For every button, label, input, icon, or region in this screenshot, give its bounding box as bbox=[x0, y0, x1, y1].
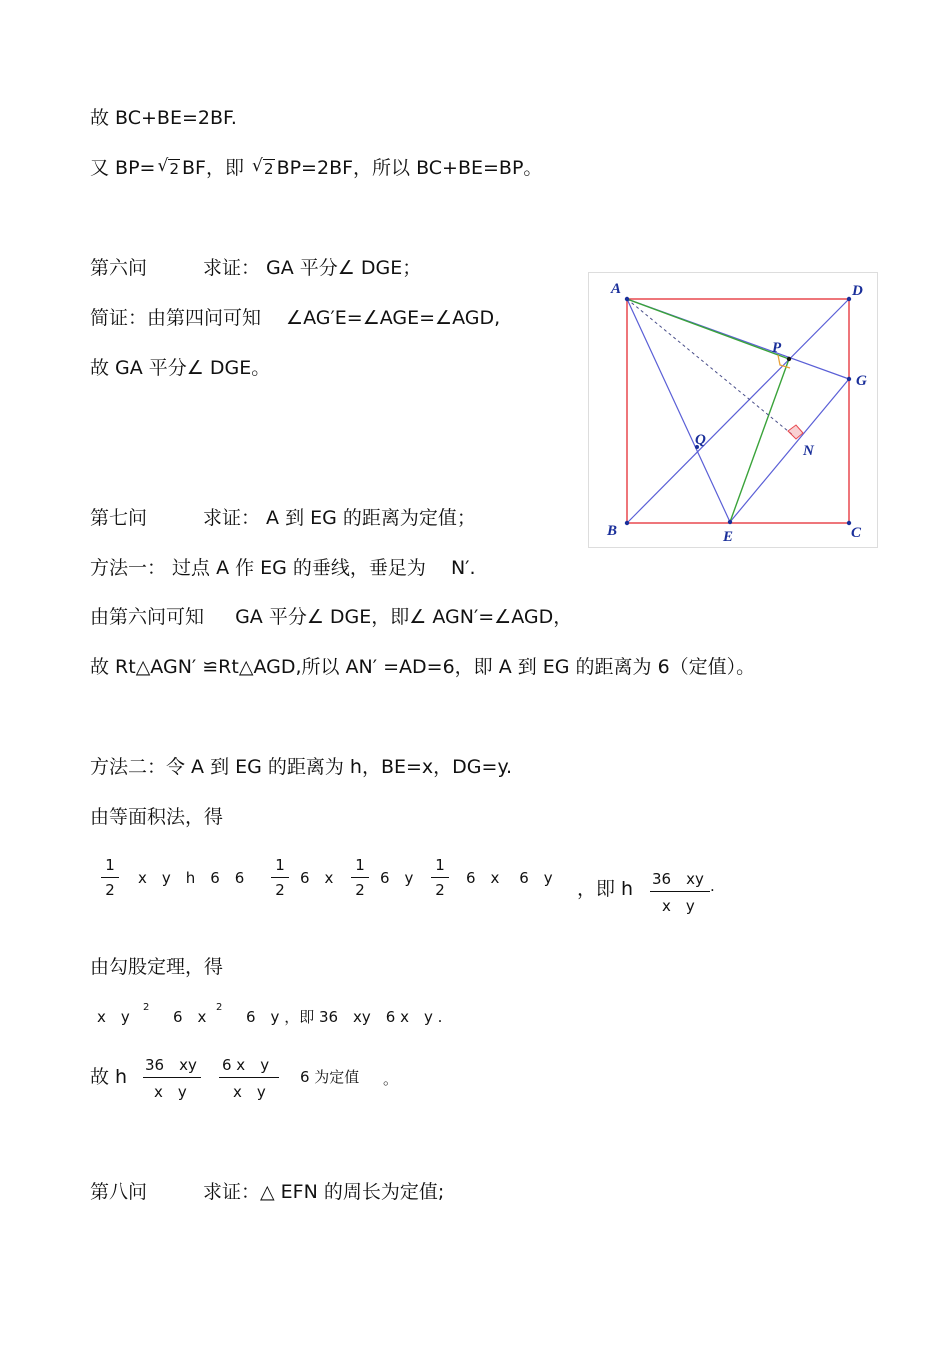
sqrt-symbol bbox=[252, 157, 275, 181]
question-title: 第六问 bbox=[90, 257, 148, 279]
question-claim: 求证： GA 平分∠ DGE； bbox=[203, 257, 422, 279]
label-q: Q bbox=[695, 432, 706, 448]
point-e bbox=[728, 520, 732, 524]
point-d bbox=[847, 297, 851, 301]
radicand: 2 bbox=[264, 160, 274, 178]
segment-ap bbox=[627, 299, 789, 359]
segment-ae bbox=[627, 299, 730, 522]
fraction-numerator: 36 xy bbox=[652, 870, 704, 888]
text-line bbox=[90, 156, 542, 181]
equation-segment: x y h 6 6 bbox=[138, 869, 245, 887]
text-line: 由勾股定理，得 bbox=[90, 956, 224, 978]
fraction-bar bbox=[650, 891, 710, 892]
label-a: A bbox=[611, 281, 622, 297]
text-segment: 又 BP= bbox=[90, 157, 156, 179]
fraction-half: 1 2 bbox=[351, 856, 369, 899]
fraction-denominator: x y bbox=[154, 1083, 187, 1101]
text-line: 方法二：令 A 到 EG 的距离为 h，BE=x，DG=y. bbox=[90, 756, 513, 778]
point-p bbox=[787, 357, 791, 361]
text-line: 故 Rt△AGN′ ≌Rt△AGD,所以 AN′ =AD=6，即 A 到 EG 的距离为 6（定值）。 bbox=[90, 656, 756, 678]
fraction-half: 1 2 bbox=[101, 856, 119, 899]
equation-segment: 6 x bbox=[300, 869, 334, 887]
question-title: 第八问 bbox=[90, 1181, 148, 1203]
fraction-denominator: x y bbox=[233, 1083, 266, 1101]
sqrt-symbol bbox=[157, 157, 180, 181]
geometry-figure bbox=[588, 272, 878, 548]
text-segment: BP=2BF，所以 BC+BE=BP。 bbox=[276, 157, 543, 179]
equation-segment: ，即 h bbox=[577, 878, 634, 900]
text-line: 由等面积法，得 bbox=[90, 806, 224, 828]
fraction-half: 1 2 bbox=[431, 856, 449, 899]
fraction-bar bbox=[143, 1077, 201, 1078]
equation-segment: 。 bbox=[383, 1070, 399, 1088]
radicand: 2 bbox=[169, 160, 179, 178]
diagonal-bd bbox=[627, 299, 849, 523]
fraction-denominator: x y bbox=[662, 897, 695, 915]
label-b: B bbox=[607, 523, 618, 539]
superscript: 2 bbox=[143, 1002, 150, 1013]
point-a bbox=[625, 297, 629, 301]
label-c: C bbox=[851, 525, 862, 541]
point-b bbox=[625, 521, 629, 525]
text-line: 简证：由第四问可知 ∠AG′E=∠AGE=∠AGD, bbox=[90, 307, 501, 329]
equation-segment: 6 为定值 bbox=[300, 1068, 360, 1086]
label-n: N bbox=[803, 443, 814, 459]
fraction-numerator: 6 x y bbox=[222, 1056, 270, 1074]
text-segment: BF，即 bbox=[182, 157, 244, 179]
equation-segment: 6 x bbox=[173, 1008, 207, 1026]
equation-segment: 故 h bbox=[90, 1066, 128, 1088]
fraction-bar bbox=[219, 1077, 279, 1078]
label-g: G bbox=[856, 373, 867, 389]
equation-segment: . bbox=[710, 877, 715, 895]
question-claim: 求证： A 到 EG 的距离为定值； bbox=[203, 507, 476, 529]
equation-segment: 6 y bbox=[380, 869, 414, 887]
point-g bbox=[847, 377, 851, 381]
text-line: 故 BC+BE=2BF. bbox=[90, 107, 237, 129]
segment-pe bbox=[730, 359, 789, 522]
label-p: P bbox=[772, 340, 782, 356]
text-line: 方法一： 过点 A 作 EG 的垂线，垂足为 N′. bbox=[90, 557, 476, 579]
label-e: E bbox=[723, 529, 734, 545]
equation-segment: 6 y ，即 36 xy 6 x y . bbox=[246, 1008, 443, 1026]
text-line: 故 GA 平分∠ DGE。 bbox=[90, 357, 271, 379]
question-title: 第七问 bbox=[90, 507, 148, 529]
fraction-half: 1 2 bbox=[271, 856, 289, 899]
superscript: 2 bbox=[216, 1002, 223, 1013]
question-claim: 求证：△ EFN 的周长为定值; bbox=[203, 1181, 445, 1203]
segment-an-dashed bbox=[627, 299, 794, 436]
label-d: D bbox=[852, 283, 863, 299]
equation-segment: 6 x 6 y bbox=[466, 869, 553, 887]
fraction-numerator: 36 xy bbox=[145, 1056, 197, 1074]
equation-segment: x y bbox=[97, 1008, 130, 1026]
text-line: 由第六问可知 GA 平分∠ DGE，即∠ AGN′=∠AGD， bbox=[90, 606, 573, 628]
geometry-diagram bbox=[589, 273, 877, 547]
